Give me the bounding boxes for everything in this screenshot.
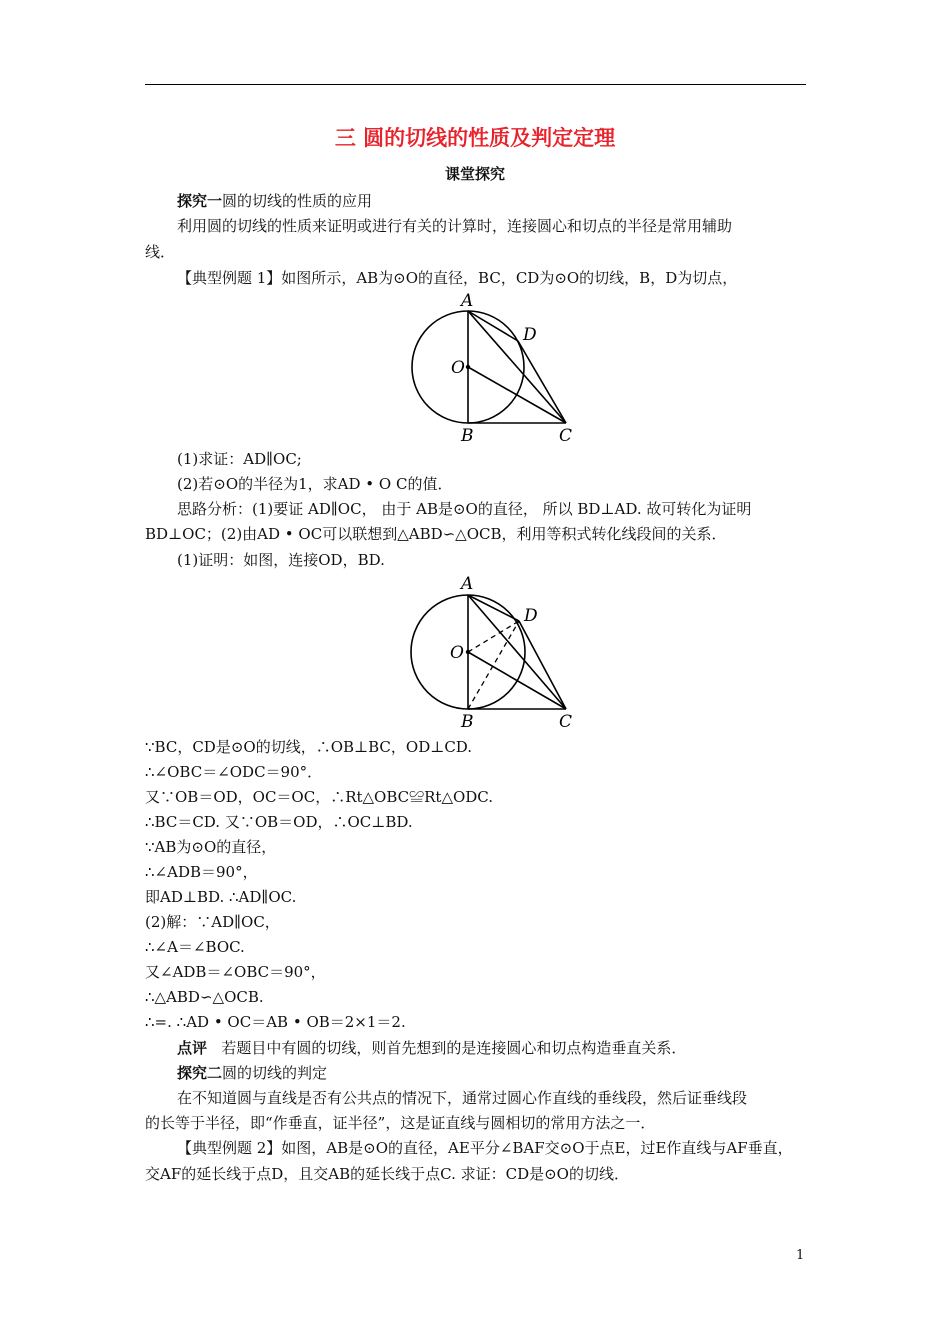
- segment-ad: [468, 311, 518, 341]
- label-a: A: [461, 574, 474, 594]
- paragraph-line: 的长等于半径，即“作垂直，证半径”，这是证直线与圆相切的常用方法之一．: [145, 1114, 656, 1132]
- label-c: C: [559, 426, 573, 446]
- label-b: B: [461, 426, 474, 446]
- page-number: 1: [796, 1248, 805, 1263]
- label-a: A: [461, 291, 474, 311]
- solution-line: ∴△ABD∽△OCB.: [145, 988, 264, 1006]
- segment-ad: [468, 595, 519, 621]
- paragraph-line: 利用圆的切线的性质来证明或进行有关的计算时，连接圆心和切点的半径是常用辅助: [177, 217, 733, 235]
- label-o: O: [450, 643, 464, 663]
- figure-1-diagram: [405, 290, 595, 450]
- segment-ac: [468, 311, 566, 423]
- section-subtitle: 课堂探究: [444, 165, 505, 183]
- center-dot: [466, 365, 470, 369]
- label-d: D: [524, 606, 538, 626]
- proof-line: ∵AB为⊙O的直径，: [145, 838, 277, 856]
- proof-line: ∴BC＝CD. 又∵OB＝OD，∴OC⊥BD.: [145, 813, 413, 831]
- page-title: 三 圆的切线的性质及判定定理: [334, 126, 616, 150]
- segment-ac: [468, 595, 566, 709]
- explore-two-heading: 探究二圆的切线的判定: [177, 1064, 328, 1082]
- paragraph-line: 在不知道圆与直线是否有公共点的情况下，通常过圆心作直线的垂线段，然后证垂线段: [177, 1089, 748, 1107]
- dashed-bd: [468, 621, 519, 709]
- label-d: D: [523, 325, 537, 345]
- example-1-statement: 【典型例题 1】如图所示，AB为⊙O的直径，BC，CD为⊙O的切线，B，D为切点，: [177, 269, 738, 287]
- solution-line: (2)解：∵AD∥OC，: [145, 913, 280, 931]
- label-o: O: [451, 358, 465, 378]
- center-dot: [466, 650, 470, 654]
- paragraph-line: 线．: [145, 243, 176, 261]
- analysis-line: BD⊥OC；(2)由AD • OC可以联想到△ABD∽△OCB，利用等积式转化线段间的关系．: [145, 525, 727, 543]
- tangent-dc: [518, 341, 566, 423]
- figure-2-diagram: [405, 574, 595, 736]
- proof-line: ∵BC，CD是⊙O的切线，∴OB⊥BC，OD⊥CD.: [145, 738, 473, 756]
- example-2-statement: 【典型例题 2】如图，AB是⊙O的直径，AE平分∠BAF交⊙O于点E，过E作直线与AF垂直，: [177, 1139, 793, 1157]
- solution-line: ∴=. ∴AD • OC＝AB • OB＝2×1＝2.: [145, 1013, 406, 1031]
- proof-line: 又∵OB＝OD，OC＝OC，∴Rt△OBC≌Rt△ODC.: [145, 788, 494, 806]
- solution-line: ∴∠A＝∠BOC.: [145, 938, 245, 956]
- segment-oc: [468, 367, 566, 423]
- proof-line: ∴∠ADB＝90°，: [145, 863, 258, 881]
- analysis-line: 思路分析：(1)要证 AD∥OC， 由于 AB是⊙O的直径， 所以 BD⊥AD. 故可转化为证明: [177, 500, 752, 518]
- proof-line: 即AD⊥BD. ∴AD∥OC.: [145, 888, 297, 906]
- example-2-statement: 交AF的延长线于点D，且交AB的延长线于点C. 求证：CD是⊙O的切线．: [145, 1165, 629, 1183]
- explore-one-heading: 探究一圆的切线的性质的应用: [177, 192, 373, 210]
- question-1: (1)求证：AD∥OC;: [177, 450, 302, 468]
- label-c: C: [559, 712, 573, 732]
- header-rule: [145, 84, 806, 85]
- solution-line: 又∠ADB＝∠OBC＝90°，: [145, 963, 326, 981]
- comment-line: 点评 若题目中有圆的切线，则首先想到的是连接圆心和切点构造垂直关系．: [177, 1039, 687, 1057]
- label-b: B: [461, 712, 474, 732]
- question-2: (2)若⊙O的半径为1，求AD • O C的值．: [177, 475, 453, 493]
- proof-intro: (1)证明：如图，连接OD，BD.: [177, 551, 385, 569]
- proof-line: ∴∠OBC＝∠ODC＝90°．: [145, 763, 323, 781]
